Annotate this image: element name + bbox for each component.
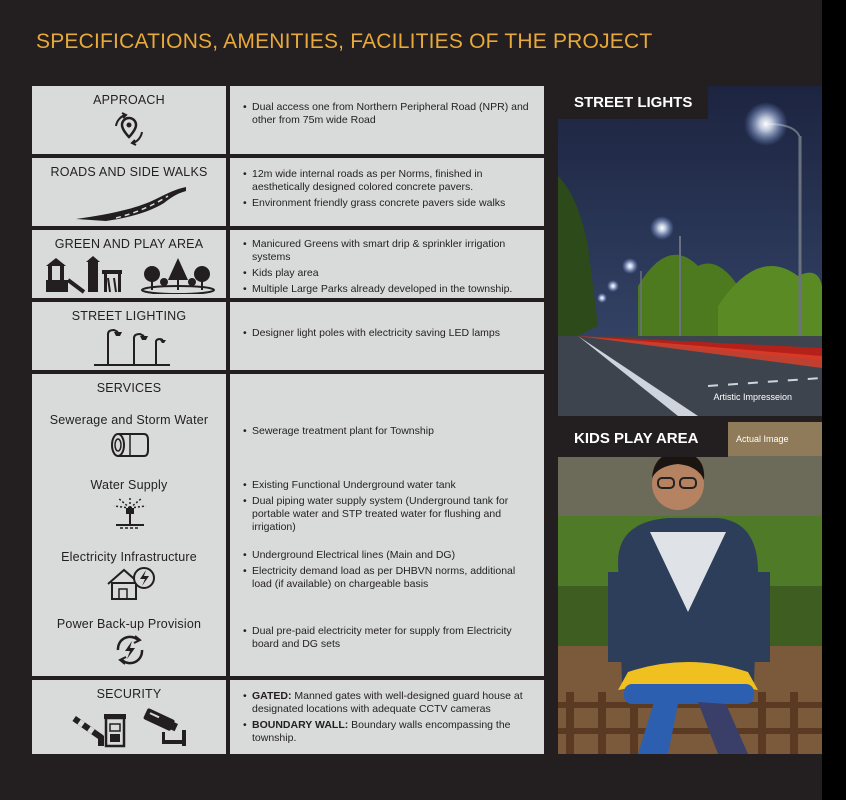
kids-scene-illustration bbox=[558, 422, 822, 754]
row-roads-text-cell bbox=[230, 158, 544, 226]
trees-icon bbox=[138, 256, 218, 294]
street-lights-caption: Artistic Impresseion bbox=[713, 392, 792, 402]
bullet: • Underground Electrical lines (Main and DG) bbox=[242, 549, 532, 562]
boundary-heading: BOUNDARY WALL: bbox=[252, 719, 349, 731]
street-scene-illustration bbox=[558, 86, 822, 416]
row-lighting-text-cell bbox=[230, 302, 544, 370]
kids-play-caption: Actual Image bbox=[736, 434, 789, 444]
page-title: SPECIFICATIONS, AMENITIES, FACILITIES OF THE PROJECT bbox=[36, 30, 653, 53]
house-power-icon bbox=[106, 566, 156, 600]
row-lighting-bullets bbox=[242, 327, 532, 340]
row-services-text-cell bbox=[230, 374, 544, 676]
pipe-icon bbox=[110, 430, 150, 460]
sprinkler-icon bbox=[112, 494, 148, 530]
playground-icon bbox=[44, 256, 128, 294]
row-security bbox=[32, 680, 544, 754]
bullet: • 12m wide internal roads as per Norms, finished in aesthetically designed colored concrete pavers. bbox=[242, 168, 532, 194]
boundary-text: Boundary walls encompassing the township. bbox=[252, 719, 511, 744]
bullet: • Multiple Large Parks already developed in the township. bbox=[242, 283, 532, 296]
sewerage-bullets bbox=[242, 425, 532, 441]
kids-play-tag: KIDS PLAY AREA bbox=[558, 422, 728, 457]
power-cycle-icon bbox=[112, 633, 148, 667]
row-services bbox=[32, 374, 544, 676]
electricity-bullets bbox=[242, 549, 532, 594]
street-lights-photo bbox=[558, 86, 822, 416]
water-label: Water Supply bbox=[90, 478, 168, 492]
row-security-label: SECURITY bbox=[96, 687, 162, 701]
row-services-label-cell bbox=[32, 374, 226, 676]
backup-label: Power Back-up Provision bbox=[56, 617, 202, 631]
bullet: • Dual piping water supply system (Underground tank for portable water and STP treated water for flushing and irrigation) bbox=[242, 495, 532, 534]
bullet: • Kids play area bbox=[242, 267, 532, 280]
gated-text: Manned gates with well-designed guard house at designated locations with adequate CCTV cameras bbox=[252, 690, 523, 715]
bullet: • Sewerage treatment plant for Township bbox=[242, 425, 532, 438]
row-lighting-label: STREET LIGHTING bbox=[71, 309, 187, 323]
bullet: • Dual access one from Northern Peripheral Road (NPR) and other from 75m wide Road bbox=[242, 101, 532, 127]
gated-heading: GATED: bbox=[252, 690, 292, 702]
street-lamp-icon bbox=[94, 328, 170, 366]
road-icon bbox=[76, 185, 186, 221]
backup-bullets bbox=[242, 625, 532, 654]
water-bullets bbox=[242, 479, 532, 537]
row-approach-label-cell bbox=[32, 86, 226, 154]
barrier-gate-icon bbox=[72, 704, 128, 748]
right-edge-strip bbox=[822, 0, 846, 800]
row-green-label: GREEN AND PLAY AREA bbox=[54, 237, 204, 251]
row-lighting-label-cell bbox=[32, 302, 226, 370]
street-lights-tag: STREET LIGHTS bbox=[558, 86, 708, 119]
row-green bbox=[32, 230, 544, 298]
row-approach-text-cell bbox=[230, 86, 544, 154]
location-refresh-icon bbox=[110, 110, 148, 148]
bullet: • Electricity demand load as per DHBVN norms, additional load (if available) on chargeable basis bbox=[242, 565, 532, 591]
row-roads-label-cell bbox=[32, 158, 226, 226]
bullet: • Manicured Greens with smart drip & sprinkler irrigation systems bbox=[242, 238, 532, 264]
row-services-label: SERVICES bbox=[96, 381, 162, 395]
row-approach-label: APPROACH bbox=[93, 93, 165, 107]
row-security-bullets bbox=[242, 690, 532, 745]
bullet: • Environment friendly grass concrete pavers side walks bbox=[242, 197, 532, 210]
kids-play-photo bbox=[558, 422, 822, 754]
row-roads bbox=[32, 158, 544, 226]
row-green-bullets bbox=[242, 238, 532, 296]
row-green-text-cell bbox=[230, 230, 544, 298]
bullet-boundary bbox=[242, 719, 532, 745]
row-roads-bullets bbox=[242, 168, 532, 210]
sewerage-label: Sewerage and Storm Water bbox=[49, 413, 209, 427]
cctv-camera-icon bbox=[140, 708, 188, 746]
row-lighting bbox=[32, 302, 544, 370]
row-green-label-cell bbox=[32, 230, 226, 298]
bullet: • Dual pre-paid electricity meter for supply from Electricity board and DG sets bbox=[242, 625, 532, 651]
row-security-label-cell bbox=[32, 680, 226, 754]
bullet: • Designer light poles with electricity saving LED lamps bbox=[242, 327, 532, 340]
row-security-text-cell bbox=[230, 680, 544, 754]
row-approach-bullets bbox=[242, 101, 532, 127]
bullet: • Existing Functional Underground water tank bbox=[242, 479, 532, 492]
row-approach bbox=[32, 86, 544, 154]
row-roads-label: ROADS AND SIDE WALKS bbox=[50, 165, 208, 179]
electricity-label: Electricity Infrastructure bbox=[61, 550, 197, 564]
bullet-gated bbox=[242, 690, 532, 716]
